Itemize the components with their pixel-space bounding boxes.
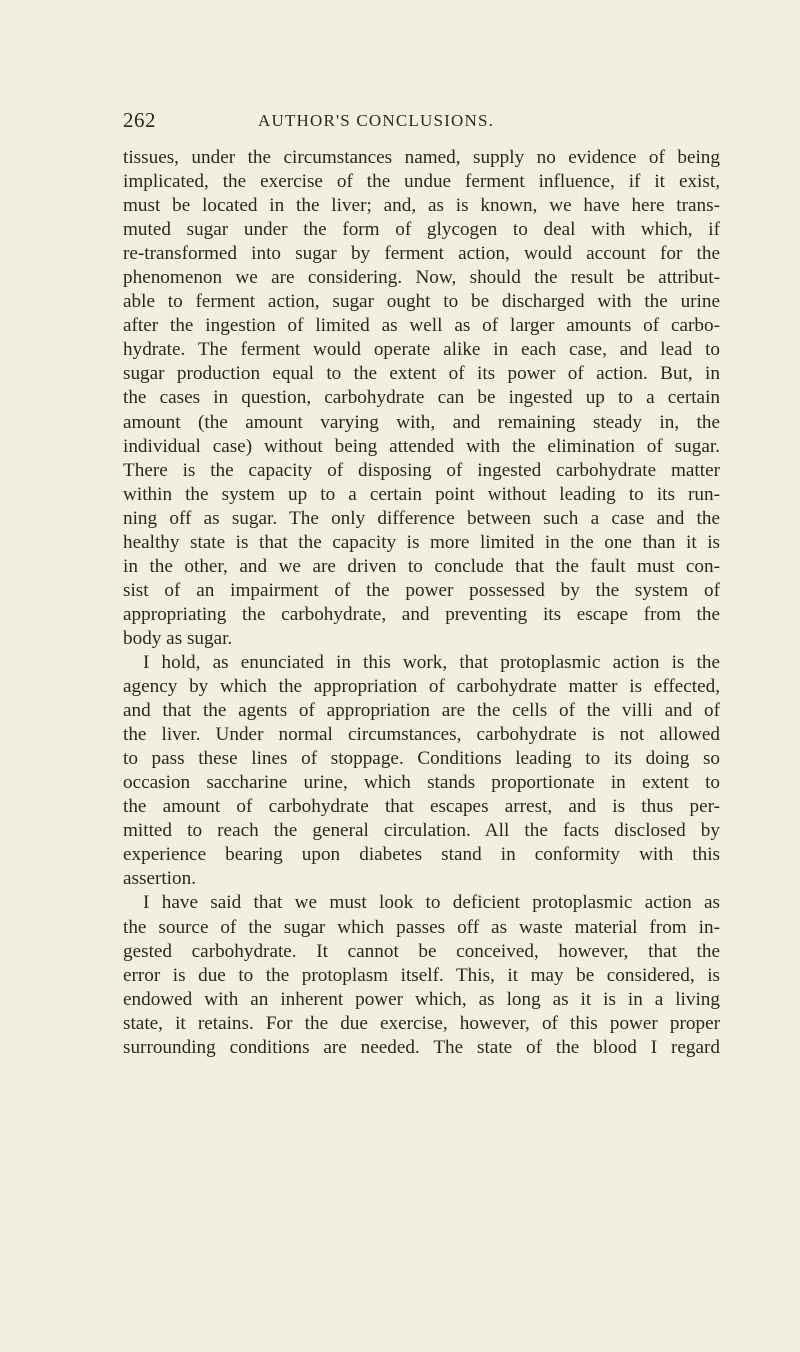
running-head: AUTHOR'S CONCLUSIONS. [258,111,495,130]
paragraph [123,651,720,891]
text-line: body as sugar. [123,627,233,649]
text-line: the amount of carbohydrate that escapes arrest, and is thus per- [123,796,720,818]
text-line: sugar production equal to the extent of its power of action. But, in [123,363,720,385]
text-line: I have said that we must look to deficient protoplasmic action as [143,892,720,914]
text-line: muted sugar under the form of glycogen to deal with which, if [123,219,720,241]
text-line: tissues, under the circumstances named, supply no evidence of being [123,147,720,168]
paragraph [123,891,720,1059]
text-line: the source of the sugar which passes off as waste material from in- [123,916,720,938]
paragraph [123,146,720,651]
text-line: agency by which the appropriation of carbohydrate matter is effected, [123,676,720,698]
text-line: experience bearing upon diabetes stand in conformity with this [123,844,720,866]
text-line: There is the capacity of disposing of ingested carbohydrate matter [123,459,720,481]
text-line: endowed with an inherent power which, as long as it is in a living [123,988,720,1010]
text-line: error is due to the protoplasm itself. This, it may be considered, is [123,964,720,986]
text-line: implicated, the exercise of the undue ferment influence, if it exist, [123,171,720,193]
text-line: within the system up to a certain point without leading to its run- [123,483,720,505]
page-header [123,108,723,132]
text-line: amount (the amount varying with, and remaining steady in, the [123,411,720,433]
text-line: individual case) without being attended with the elimination of sugar. [123,435,720,457]
text-line: ning off as sugar. The only difference between such a case and the [123,507,720,529]
text-line: phenomenon we are considering. Now, should the result be attribut- [123,267,720,289]
text-line: to pass these lines of stoppage. Conditions leading to its doing so [123,748,720,770]
text-line: the cases in question, carbohydrate can be ingested up to a certain [123,387,720,409]
body-text [123,146,720,1060]
text-line: appropriating the carbohydrate, and preventing its escape from the [123,603,720,625]
text-line: and that the agents of appropriation are the cells of the villi and of [123,700,720,722]
text-line: gested carbohydrate. It cannot be conceived, however, that the [123,940,720,962]
text-line: healthy state is that the capacity is more limited in the one than it is [123,531,720,553]
text-line: in the other, and we are driven to conclude that the fault must con- [123,555,720,577]
text-line: state, it retains. For the due exercise, however, of this power proper [123,1012,720,1034]
text-line: I hold, as enunciated in this work, that protoplasmic action is the [143,651,720,673]
text-line: sist of an impairment of the power possessed by the system of [123,579,720,601]
text-line: must be located in the liver; and, as is known, we have here trans- [123,195,720,217]
text-line: occasion saccharine urine, which stands proportionate in extent to [123,772,720,794]
page-number: 262 [123,108,156,132]
text-line: after the ingestion of limited as well as of larger amounts of carbo- [123,315,720,337]
text-line: surrounding conditions are needed. The state of the blood I regard [123,1036,720,1058]
text-line: able to ferment action, sugar ought to be discharged with the urine [123,291,720,313]
text-line: re-transformed into sugar by ferment action, would account for the [123,243,720,265]
text-line: the liver. Under normal circumstances, carbohydrate is not allowed [123,724,720,746]
text-line: mitted to reach the general circulation. All the facts disclosed by [123,820,720,842]
text-line: assertion. [123,868,197,890]
text-line: hydrate. The ferment would operate alike in each case, and lead to [123,339,720,361]
